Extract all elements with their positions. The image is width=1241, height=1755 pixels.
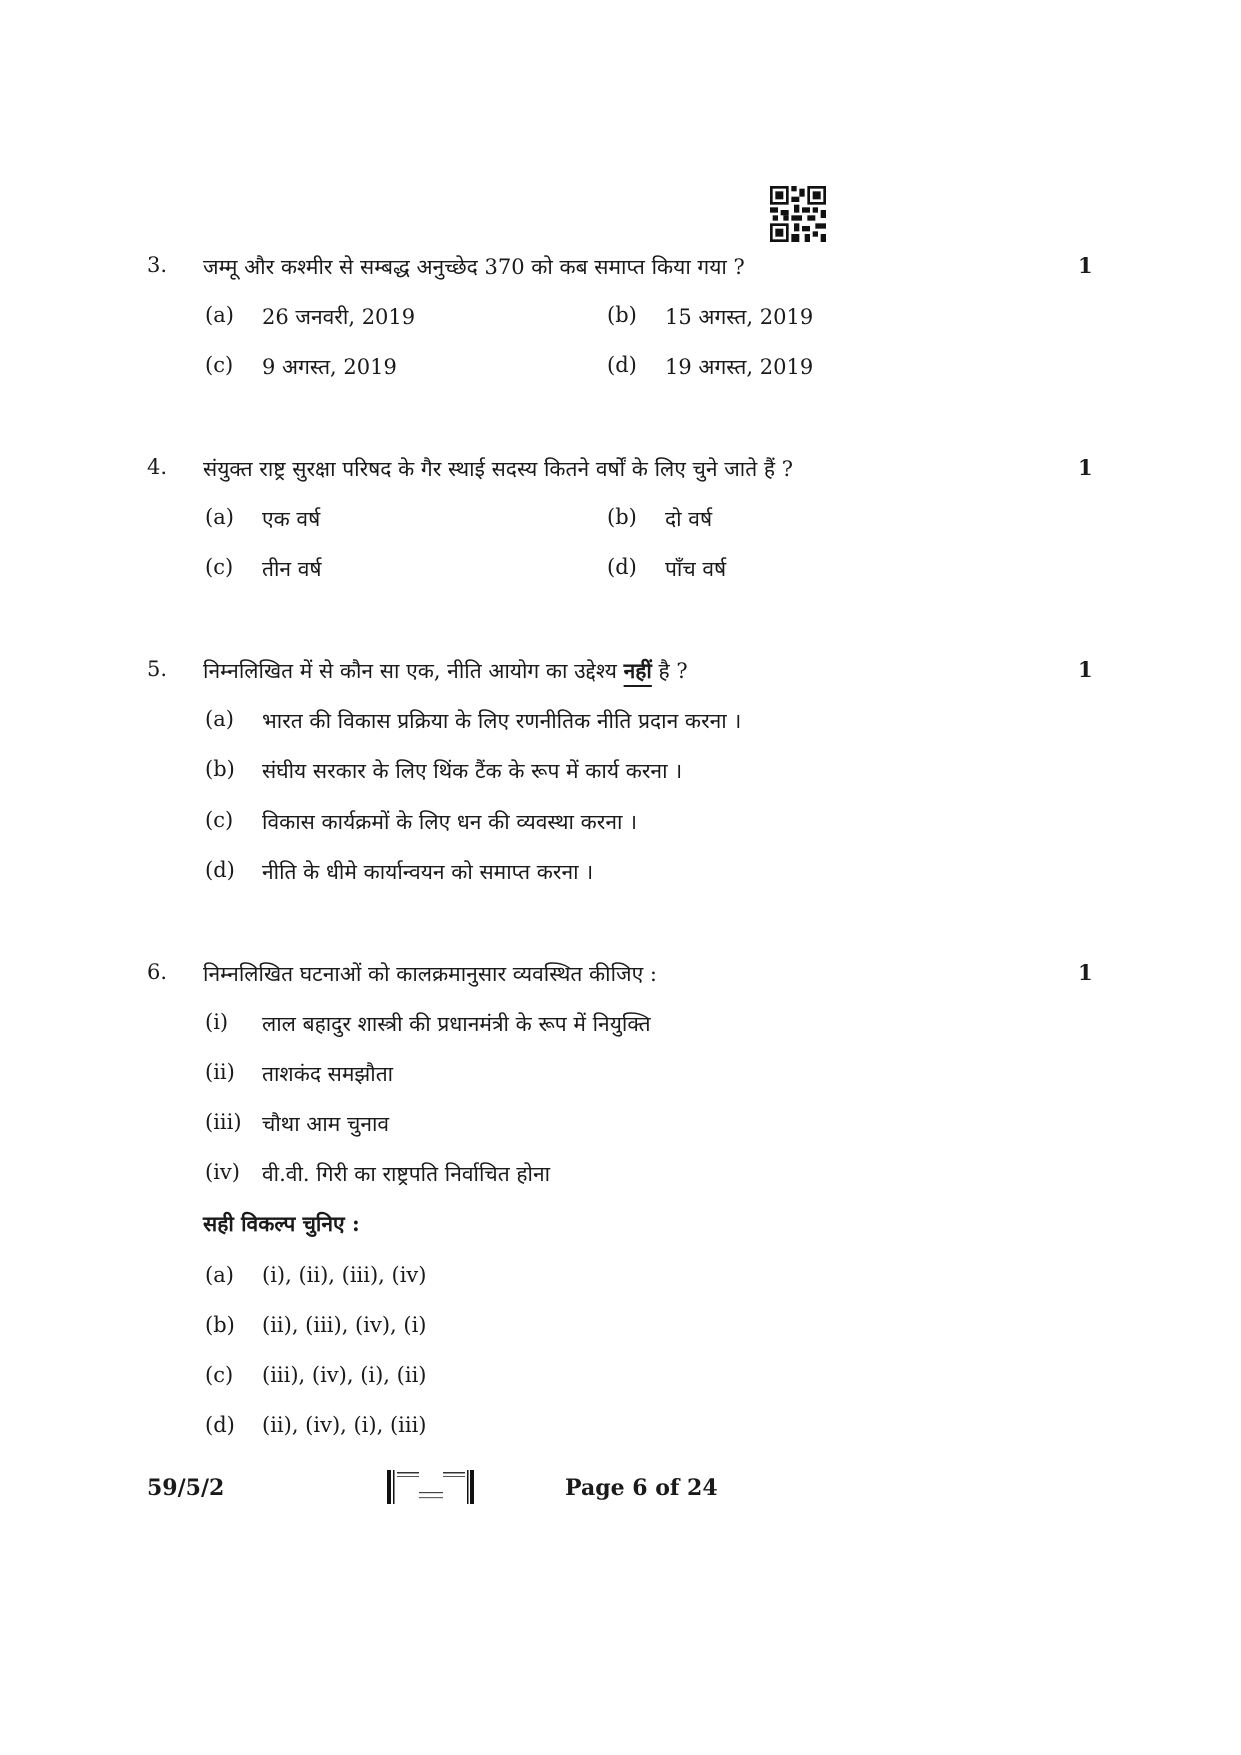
event-label: (iii) [205,1110,242,1134]
question-marks: 1 [1078,657,1093,682]
option-text: (i), (ii), (iii), (iv) [262,1263,427,1287]
option-text: 26 जनवरी, 2019 [262,305,416,329]
question-text: निम्नलिखित में से कौन सा एक, नीति आयोग का उद्देश्य नहीं है ? [203,658,688,683]
option-label: (b) [607,505,637,529]
option-label: (d) [205,858,235,882]
option-text: विकास कार्यक्रमों के लिए धन की व्यवस्था करना । [262,810,638,834]
option-label: (a) [205,1263,234,1287]
option-text: 9 अगस्त, 2019 [262,355,397,379]
option-label: (b) [205,757,235,781]
paper-code: 59/5/2 [147,1475,225,1501]
event-label: (i) [205,1010,229,1034]
option-label: (a) [205,303,234,327]
option-text: एक वर्ष [262,507,321,531]
event-text: वी.वी. गिरी का राष्ट्रपति निर्वाचित होना [262,1162,551,1186]
option-label: (a) [205,505,234,529]
event-label: (iv) [205,1160,240,1184]
option-text: 19 अगस्त, 2019 [665,355,814,379]
option-text: (ii), (iv), (i), (iii) [262,1413,427,1437]
event-text: चौथा आम चुनाव [262,1112,390,1136]
option-text: नीति के धीमे कार्यान्वयन को समाप्त करना । [262,860,594,884]
option-text: दो वर्ष [665,507,713,531]
event-text: ताशकंद समझौता [262,1062,394,1086]
option-label: (b) [607,303,637,327]
option-label: (c) [205,555,234,579]
question-marks: 1 [1078,455,1093,480]
event-text: लाल बहादुर शास्त्री की प्रधानमंत्री के रूप में नियुक्ति [262,1012,651,1036]
option-label: (d) [205,1413,235,1437]
option-label: (c) [205,353,234,377]
page-number: Page 6 of 24 [565,1475,718,1501]
option-text: (ii), (iii), (iv), (i) [262,1313,427,1337]
question-text: संयुक्त राष्ट्र सुरक्षा परिषद के गैर स्थाई सदस्य कितने वर्षों के लिए चुने जाते हैं ? [203,457,793,481]
option-label: (c) [205,1363,234,1387]
question-text: जम्मू और कश्मीर से सम्बद्ध अनुच्छेद 370 को कब समाप्त किया गया ? [203,255,745,279]
question-number: 6. [147,960,168,984]
question-number: 3. [147,253,168,277]
option-label: (d) [607,353,637,377]
option-text: संघीय सरकार के लिए थिंक टैंक के रूप में कार्य करना । [262,759,683,783]
qr-code-icon [770,186,826,242]
option-text: तीन वर्ष [262,557,322,581]
emphasis-not: नहीं [623,658,652,683]
option-label: (c) [205,808,234,832]
option-text: (iii), (iv), (i), (ii) [262,1363,427,1387]
question-number: 4. [147,455,168,479]
option-text: पाँच वर्ष [665,557,727,581]
question-marks: 1 [1078,253,1093,278]
choose-correct-label: सही विकल्प चुनिए : [203,1211,360,1236]
question-text: निम्नलिखित घटनाओं को कालक्रमानुसार व्यवस्थित कीजिए : [203,962,657,986]
option-label: (d) [607,555,637,579]
option-text: 15 अगस्त, 2019 [665,305,814,329]
option-text: भारत की विकास प्रक्रिया के लिए रणनीतिक नीति प्रदान करना । [262,709,742,733]
question-marks: 1 [1078,960,1093,985]
option-label: (b) [205,1313,235,1337]
event-label: (ii) [205,1060,235,1084]
question-number: 5. [147,657,168,681]
barcode-icon [385,1470,475,1504]
option-label: (a) [205,707,234,731]
